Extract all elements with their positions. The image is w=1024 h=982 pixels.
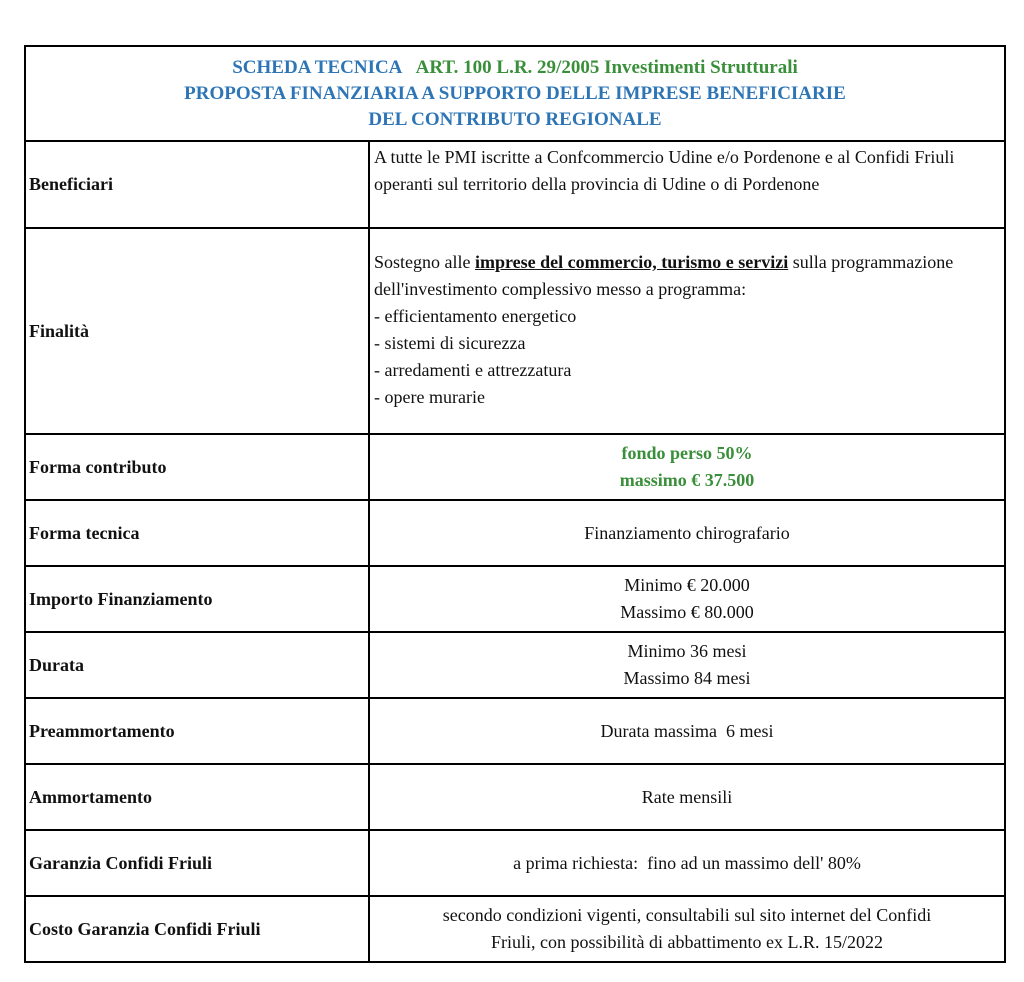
- row-label: Forma tecnica: [26, 501, 370, 565]
- row-value: secondo condizioni vigenti, consultabili sul sito internet del Confidi Friuli, con possibilità di abbattimento ex L.R. 15/2022: [442, 905, 932, 952]
- row-label: Forma contributo: [26, 435, 370, 499]
- row-value: fondo perso 50% massimo € 37.500: [619, 443, 755, 490]
- row-label: Ammortamento: [26, 765, 370, 829]
- row-label: Beneficiari: [26, 142, 370, 227]
- row-value: Finanziamento chirografario: [584, 522, 790, 543]
- row-value: [370, 229, 1004, 433]
- row-importo: [26, 567, 1004, 633]
- row-label: Importo Finanziamento: [26, 567, 370, 631]
- row-ammortamento: [26, 765, 1004, 831]
- finalita-intro: Sostegno alle imprese del commercio, turismo e servizi sulla programmazione dell'investimento complessivo messo a programma:: [374, 252, 954, 299]
- row-preammortamento: [26, 699, 1004, 765]
- row-garanzia: [26, 831, 1004, 897]
- row-label: Costo Garanzia Confidi Friuli: [26, 897, 370, 961]
- row-value: a prima richiesta: fino ad un massimo dell' 80%: [513, 852, 861, 873]
- list-item: - sistemi di sicurezza: [374, 333, 526, 353]
- row-label: Garanzia Confidi Friuli: [26, 831, 370, 895]
- row-label: Finalità: [26, 229, 370, 433]
- row-value: Durata massima 6 mesi: [600, 720, 774, 741]
- row-label: Preammortamento: [26, 699, 370, 763]
- row-label: Durata: [26, 633, 370, 697]
- header-line-2: PROPOSTA FINANZIARIA A SUPPORTO DELLE IMPRESE BENEFICIARIE: [184, 83, 846, 104]
- list-item: - opere murarie: [374, 387, 485, 407]
- row-value: A tutte le PMI iscritte a Confcommercio Udine e/o Pordenone e al Confidi Friuli operanti sul territorio della provincia di Udine o di Pordenone: [374, 147, 955, 194]
- row-value: Minimo 36 mesi Massimo 84 mesi: [623, 641, 751, 688]
- list-item: - arredamenti e attrezzatura: [374, 360, 572, 380]
- list-item: - efficientamento energetico: [374, 306, 577, 326]
- header-line-1: SCHEDA TECNICA ART. 100 L.R. 29/2005 Investimenti Strutturali: [232, 57, 798, 78]
- sheet-header: [26, 47, 1004, 142]
- row-costo-garanzia: [26, 897, 1004, 961]
- row-forma-tecnica: [26, 501, 1004, 567]
- row-forma-contributo: [26, 435, 1004, 501]
- row-durata: [26, 633, 1004, 699]
- row-value: Minimo € 20.000 Massimo € 80.000: [620, 575, 754, 622]
- row-beneficiari: [26, 142, 1004, 229]
- header-line-3: DEL CONTRIBUTO REGIONALE: [368, 109, 662, 130]
- row-finalita: [26, 229, 1004, 435]
- technical-sheet-table: [24, 45, 1006, 963]
- row-value: Rate mensili: [641, 786, 733, 807]
